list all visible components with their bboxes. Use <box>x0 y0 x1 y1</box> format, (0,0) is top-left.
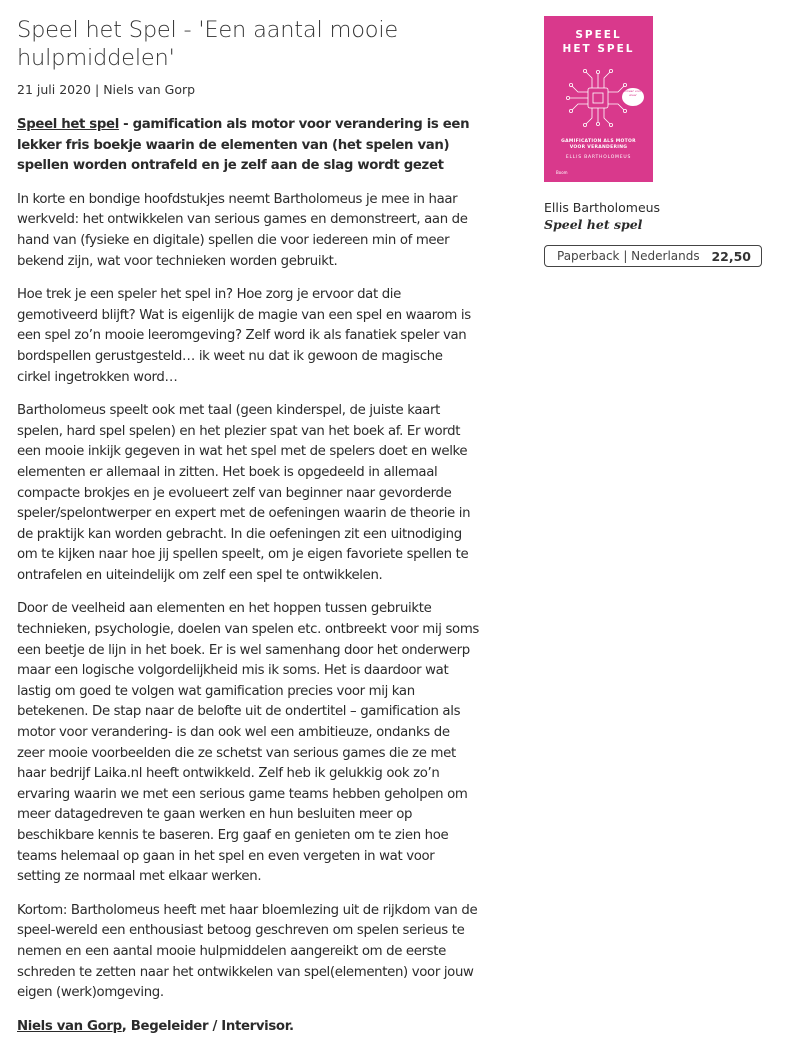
body-paragraph: Door de veelheid aan elementen en het hoppen tussen gebruikte technieken, psychologie, doelen van spelen etc. ontbreekt voor mij soms een beetje de lijn in het boek. Er is wel samenhang door het onderwerp maar een logische volgordelijkheid mis ik soms. Het is daardoor wat lastig om goed te volgen wat gamification precies voor mij kan betekenen. De stap naar de belofte uit de ondertitel – gamification als motor voor verandering- is dan ook wel een ambitieuze, ondanks de zeer mooie voorbeelden die ze schetst van serious games die ze met haar bedrijf Laika.nl heeft ontwikkeld. Zelf heb ik gelukkig ook zo’n ervaring waarin we met een serious game teams hebben geholpen om meer datagedreven te gaan werken en hun besluiten meer op beschikbare kennis te baseren. Erg gaaf en genieten om te zien hoe teams helemaal op gaan in het spel en even vergeten in wat voor setting ze normaal met elkaar werken. <box>17 601 480 885</box>
cover-title-line1: SPEEL <box>575 29 622 41</box>
cover-sticker: inkeer voor elaar <box>624 89 642 97</box>
body-paragraph: Bartholomeus speelt ook met taal (geen kinderspel, de juiste kaart spelen, hard spel spelen) en het plezier spat van het boek af. Er wordt een mooie inkijk gegeven in wat het spel met de spelers doet en welke elementen er allemaal in zitten. Het boek is opgedeeld in allemaal compacte brokjes en je evolueert zelf van beginner naar gevorderde speler/spelontwerper en expert met de oefeningen waarin de theorie in de praktijk kan worden gebracht. In die oefeningen zit een uitnodiging om te kijken naar hoe jij spellen speelt, om je eigen favoriete spellen te ontrafelen en uiteindelijk om zelf een spel te ontwikkelen. <box>17 403 471 583</box>
cover-subtitle-line2: VOOR VERANDERING <box>569 145 628 150</box>
book-cover[interactable] <box>544 16 653 182</box>
lead-text: - gamification als motor voor verandering is een lekker fris boekje waarin de elementen van (het spelen van) spellen worden ontrafeld en je zelf aan de slag wordt gezet <box>17 117 470 174</box>
book-format: Paperback | Nederlands <box>557 249 700 263</box>
book-link[interactable]: Speel het spel <box>17 117 119 132</box>
body-paragraph: Kortom: Bartholomeus heeft met haar bloemlezing uit de rijkdom van de speel-wereld een enthousiast betoog geschreven om spelen serieus te nemen en een aantal mooie hulpmiddelen aangereikt om de eerste schreden te zetten naar het ontwikkelen van spel(elementen) voor jouw eigen (werk)omgeving. <box>17 902 478 1001</box>
body-paragraph: Hoe trek je een speler het spel in? Hoe zorg je ervoor dat die gemotiveerd blijft? Wat is eigenlijk de magie van een spel en waarom is een spel zo’n mooie leeromgeving? Zelf word ik als fanatiek speler van bordspellen gerustgesteld… ik weet nu dat ik gewoon de magische cirkel ingetrokken word… <box>17 287 471 385</box>
cover-subtitle <box>544 139 653 151</box>
article-meta <box>17 82 479 97</box>
cover-title-line2: HET SPEL <box>562 43 635 55</box>
book-sidebar <box>544 16 766 267</box>
reviewer-link[interactable]: Niels van Gorp <box>17 1018 122 1034</box>
reviewer-role: , Begeleider / Intervisor. <box>121 1018 294 1034</box>
circuit-chip-icon <box>544 68 653 134</box>
cover-publisher: Boom <box>556 170 568 175</box>
book-title: Speel het spel <box>544 217 643 232</box>
cover-subtitle-line1: GAMIFICATION ALS MOTOR <box>561 139 636 144</box>
meta-separator: | <box>95 82 100 97</box>
signature <box>17 1017 479 1038</box>
article <box>17 16 479 1050</box>
book-author: Ellis Bartholomeus <box>544 200 661 215</box>
lead-paragraph <box>17 115 479 177</box>
article-title: Speel het Spel - 'Een aantal mooie hulpmiddelen' <box>17 17 399 71</box>
book-price: 22,50 <box>711 248 751 264</box>
cover-author: ELLIS BARTHOLOMEUS <box>565 155 632 160</box>
body-paragraph: In korte en bondige hoofdstukjes neemt Bartholomeus je mee in haar werkveld: het ontwikkelen van serious games en demonstreert, aan de hand van (fysieke en digitale) spellen die voor iedereen min of meer bekend zijn, wat voor technieken worden gebruikt. <box>17 191 468 269</box>
article-date: 21 juli 2020 <box>17 82 92 97</box>
article-author: Niels van Gorp <box>103 82 196 97</box>
buy-button[interactable] <box>544 245 762 267</box>
